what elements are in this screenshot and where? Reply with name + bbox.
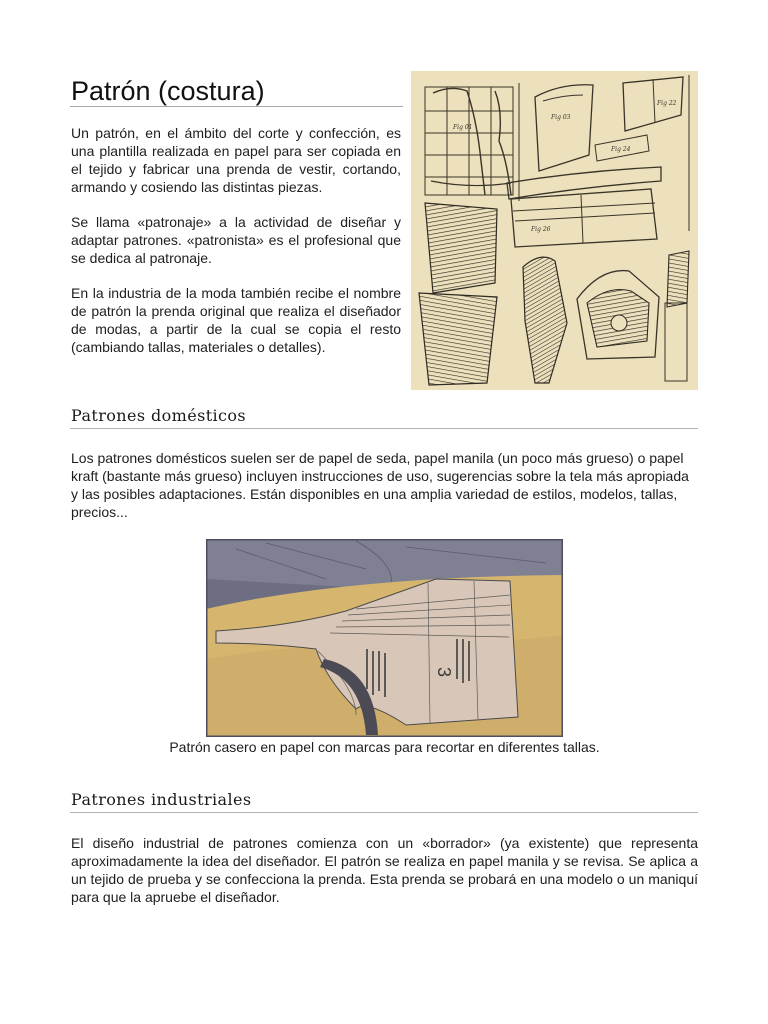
title-divider <box>70 106 403 107</box>
section-paragraph: Los patrones domésticos suelen ser de papel de seda, papel manila (un poco más grueso) o papel kraft (bastante más grueso) incluyen instrucciones de uso, sugerencias sobre la tela más apropiada y las posibles adaptaciones. Están disponibles en una amplia variedad de estilos, modelos, tallas, precios... <box>71 450 689 520</box>
home-pattern-photo <box>206 539 563 737</box>
intro-paragraph: En la industria de la moda también recibe el nombre de patrón la prenda original que realiza el diseñador de modas, a partir de la cual se copia el resto (cambiando tallas, materiales o detalles). <box>71 285 401 355</box>
section-heading: Patrones domésticos <box>71 406 247 425</box>
intro-text <box>71 124 401 373</box>
intro-paragraph: Se llama «patronaje» a la actividad de diseñar y adaptar patrones. «patronista» es el profesional que se dedica al patronaje. <box>71 214 401 266</box>
intro-paragraph: Un patrón, en el ámbito del corte y confección, es una plantilla realizada en papel para ser copiada en el tejido y fabricar una prenda de vestir, cortando, armando y cosiendo las distintas piezas. <box>71 125 401 195</box>
pattern-size-number: 3 <box>434 667 454 678</box>
section-heading: Patrones industriales <box>71 790 252 809</box>
figure-label: Fig 01 <box>453 124 473 131</box>
pattern-drafting-illustration <box>411 71 698 390</box>
section-divider <box>70 812 698 813</box>
figure-label: Fig 03 <box>551 114 571 121</box>
figure-caption: Patrón casero en papel con marcas para recortar en diferentes tallas. <box>169 739 600 755</box>
section-divider <box>70 428 698 429</box>
figure-label: Fig 26 <box>531 226 551 233</box>
figure-label: Fig 22 <box>657 100 677 107</box>
page-title: Patrón (costura) <box>71 76 265 106</box>
section-paragraph: El diseño industrial de patrones comienza con un «borrador» (ya existente) que representa aproximadamente la idea del diseñador. El patrón se realiza en papel manila y se revisa. Se aplica a un tejido de prueba y se confecciona la prenda. Esta prenda se probará en una modelo o un maniquí para que la apruebe el diseñador. <box>71 835 698 905</box>
figure-label: Fig 24 <box>611 146 631 153</box>
